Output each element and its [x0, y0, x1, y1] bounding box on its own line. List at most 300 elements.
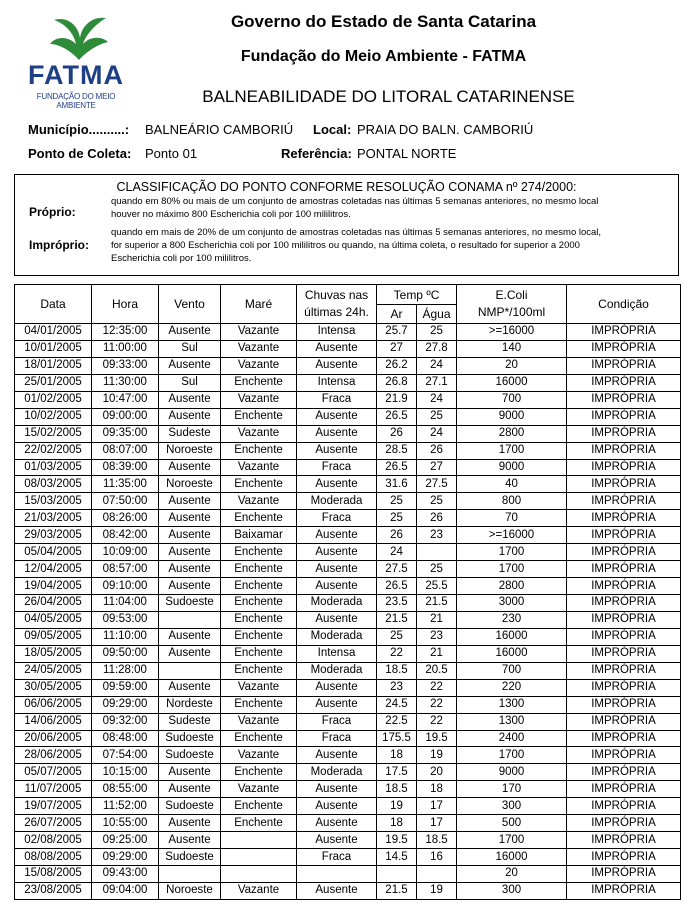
cell-agua: 19.5 [417, 730, 457, 747]
cell-data: 04/01/2005 [15, 324, 92, 341]
cell-chuvas: Moderada [297, 764, 377, 781]
cell-hora: 11:35:00 [92, 476, 159, 493]
cell-hora: 08:07:00 [92, 442, 159, 459]
table-row [15, 696, 681, 713]
cell-ecoli: 500 [457, 815, 567, 832]
cell-data: 22/02/2005 [15, 442, 92, 459]
cell-hora: 11:10:00 [92, 628, 159, 645]
cell-condicao: IMPRÓPRIA [567, 595, 681, 612]
improprio-label: Impróprio: [29, 238, 89, 252]
cell-ar: 19.5 [377, 832, 417, 849]
table-row [15, 832, 681, 849]
cell-agua: 21.5 [417, 595, 457, 612]
cell-condicao: IMPRÓPRIA [567, 764, 681, 781]
cell-condicao: IMPRÓPRIA [567, 645, 681, 662]
cell-condicao: IMPRÓPRIA [567, 357, 681, 374]
cell-vento: Ausente [159, 815, 221, 832]
col-header-data: Data [15, 285, 92, 324]
table-row [15, 527, 681, 544]
cell-data: 06/06/2005 [15, 696, 92, 713]
cell-vento: Sudoeste [159, 747, 221, 764]
cell-vento: Ausente [159, 493, 221, 510]
improprio-line-3: Escherichia coli por 100 mililitros. [111, 253, 252, 264]
cell-data: 14/06/2005 [15, 713, 92, 730]
table-row [15, 628, 681, 645]
cell-ecoli: 16000 [457, 374, 567, 391]
cell-ar: 26 [377, 425, 417, 442]
cell-ar: 175.5 [377, 730, 417, 747]
cell-ecoli: 800 [457, 493, 567, 510]
cell-condicao: IMPRÓPRIA [567, 374, 681, 391]
cell-hora: 10:09:00 [92, 544, 159, 561]
cell-agua: 24 [417, 391, 457, 408]
cell-agua: 25 [417, 493, 457, 510]
cell-agua: 26 [417, 442, 457, 459]
cell-chuvas: Ausente [297, 527, 377, 544]
cell-data: 05/07/2005 [15, 764, 92, 781]
cell-hora: 11:04:00 [92, 595, 159, 612]
cell-chuvas: Fraca [297, 849, 377, 866]
cell-hora: 09:43:00 [92, 866, 159, 883]
cell-data: 26/07/2005 [15, 815, 92, 832]
cell-agua: 27.5 [417, 476, 457, 493]
table-row [15, 781, 681, 798]
table-row [15, 730, 681, 747]
cell-vento: Sudoeste [159, 595, 221, 612]
cell-data: 08/03/2005 [15, 476, 92, 493]
cell-ecoli: 70 [457, 510, 567, 527]
cell-mare: Vazante [221, 357, 297, 374]
table-row [15, 408, 681, 425]
cell-condicao: IMPRÓPRIA [567, 561, 681, 578]
cell-hora: 11:28:00 [92, 662, 159, 679]
cell-hora: 09:32:00 [92, 713, 159, 730]
classification-title: CLASSIFICAÇÃO DO PONTO CONFORME RESOLUÇÃO CONAMA nº 274/2000: [116, 180, 577, 194]
cell-chuvas: Moderada [297, 595, 377, 612]
cell-ecoli: >=16000 [457, 527, 567, 544]
cell-ecoli: 16000 [457, 645, 567, 662]
cell-vento: Sul [159, 374, 221, 391]
cell-mare: Enchente [221, 561, 297, 578]
table-row [15, 357, 681, 374]
cell-hora: 12:35:00 [92, 324, 159, 341]
cell-vento [159, 611, 221, 628]
col-header-condicao: Condição [567, 285, 681, 324]
cell-condicao: IMPRÓPRIA [567, 442, 681, 459]
cell-chuvas: Fraca [297, 730, 377, 747]
cell-vento: Ausente [159, 578, 221, 595]
referencia-value: PONTAL NORTE [357, 146, 457, 161]
cell-vento: Ausente [159, 357, 221, 374]
table-row [15, 595, 681, 612]
cell-hora: 09:25:00 [92, 832, 159, 849]
cell-vento [159, 866, 221, 883]
cell-hora: 11:00:00 [92, 340, 159, 357]
table-row [15, 340, 681, 357]
cell-ar: 18.5 [377, 781, 417, 798]
cell-hora: 09:59:00 [92, 679, 159, 696]
table-row [15, 374, 681, 391]
col-header-hora: Hora [92, 285, 159, 324]
cell-condicao: IMPRÓPRIA [567, 425, 681, 442]
col-header-agua: Água [417, 305, 457, 324]
table-row [15, 561, 681, 578]
cell-ar [377, 866, 417, 883]
col-header-ar: Ar [377, 305, 417, 324]
cell-condicao: IMPRÓPRIA [567, 578, 681, 595]
cell-chuvas: Ausente [297, 442, 377, 459]
cell-ar: 21.9 [377, 391, 417, 408]
cell-agua: 18 [417, 781, 457, 798]
header-government: Governo do Estado de Santa Catarina [230, 12, 537, 31]
cell-condicao: IMPRÓPRIA [567, 527, 681, 544]
cell-data: 15/03/2005 [15, 493, 92, 510]
cell-agua: 24 [417, 425, 457, 442]
cell-condicao: IMPRÓPRIA [567, 866, 681, 883]
cell-ecoli: 1300 [457, 696, 567, 713]
col-header-vento: Vento [159, 285, 221, 324]
municipio-label: Município..........: [28, 122, 130, 137]
cell-condicao: IMPRÓPRIA [567, 628, 681, 645]
cell-vento: Noroeste [159, 442, 221, 459]
table-row [15, 578, 681, 595]
cell-hora: 09:50:00 [92, 645, 159, 662]
cell-mare: Enchente [221, 374, 297, 391]
table-row [15, 611, 681, 628]
table-row [15, 713, 681, 730]
header-foundation: Fundação do Meio Ambiente - FATMA [240, 48, 527, 65]
cell-ecoli: 1700 [457, 561, 567, 578]
cell-condicao: IMPRÓPRIA [567, 408, 681, 425]
cell-vento: Ausente [159, 645, 221, 662]
table-row [15, 425, 681, 442]
cell-data: 29/03/2005 [15, 527, 92, 544]
table-row [15, 391, 681, 408]
cell-vento: Ausente [159, 527, 221, 544]
cell-condicao: IMPRÓPRIA [567, 781, 681, 798]
cell-hora: 09:33:00 [92, 357, 159, 374]
cell-hora: 11:52:00 [92, 798, 159, 815]
table-row [15, 747, 681, 764]
cell-data: 28/06/2005 [15, 747, 92, 764]
cell-vento: Noroeste [159, 882, 221, 899]
cell-vento: Sudeste [159, 425, 221, 442]
cell-mare: Vazante [221, 324, 297, 341]
cell-ar: 27.5 [377, 561, 417, 578]
cell-mare [221, 849, 297, 866]
cell-ar: 25 [377, 493, 417, 510]
cell-ar: 26 [377, 527, 417, 544]
cell-data: 18/05/2005 [15, 645, 92, 662]
cell-ecoli: 16000 [457, 628, 567, 645]
cell-chuvas: Ausente [297, 815, 377, 832]
cell-mare [221, 832, 297, 849]
balneability-table [14, 284, 681, 900]
cell-data: 09/05/2005 [15, 628, 92, 645]
page-title: BALNEABILIDADE DO LITORAL CATARINENSE [202, 87, 575, 106]
cell-chuvas: Intensa [297, 324, 377, 341]
cell-data: 01/02/2005 [15, 391, 92, 408]
table-row [15, 849, 681, 866]
cell-hora: 09:04:00 [92, 882, 159, 899]
cell-mare: Vazante [221, 340, 297, 357]
cell-condicao: IMPRÓPRIA [567, 662, 681, 679]
cell-ar: 25 [377, 628, 417, 645]
col-header-chuvas: Chuvas nas últimas 24h. [297, 285, 377, 324]
cell-data: 19/07/2005 [15, 798, 92, 815]
cell-vento: Sudoeste [159, 849, 221, 866]
cell-chuvas: Intensa [297, 645, 377, 662]
cell-agua: 26 [417, 510, 457, 527]
cell-hora: 09:10:00 [92, 578, 159, 595]
cell-agua: 20 [417, 764, 457, 781]
cell-ecoli: 220 [457, 679, 567, 696]
cell-mare: Baixamar [221, 527, 297, 544]
proprio-label: Próprio: [29, 205, 76, 219]
cell-data: 15/02/2005 [15, 425, 92, 442]
cell-chuvas: Fraca [297, 510, 377, 527]
cell-condicao: IMPRÓPRIA [567, 611, 681, 628]
cell-agua: 25.5 [417, 578, 457, 595]
cell-ar: 18 [377, 815, 417, 832]
table-row [15, 324, 681, 341]
cell-mare: Vazante [221, 679, 297, 696]
cell-condicao: IMPRÓPRIA [567, 679, 681, 696]
cell-ar: 19 [377, 798, 417, 815]
local-value: PRAIA DO BALN. CAMBORIÚ [357, 122, 534, 137]
cell-agua: 19 [417, 747, 457, 764]
cell-chuvas: Moderada [297, 662, 377, 679]
table-row [15, 510, 681, 527]
cell-chuvas [297, 866, 377, 883]
cell-ar: 25 [377, 510, 417, 527]
cell-agua: 27.8 [417, 340, 457, 357]
cell-data: 15/08/2005 [15, 866, 92, 883]
cell-agua: 24 [417, 357, 457, 374]
cell-agua: 22 [417, 679, 457, 696]
cell-mare: Enchente [221, 476, 297, 493]
cell-chuvas: Ausente [297, 544, 377, 561]
cell-data: 23/08/2005 [15, 882, 92, 899]
cell-chuvas: Ausente [297, 747, 377, 764]
cell-data: 19/04/2005 [15, 578, 92, 595]
proprio-line-1: quando em 80% ou mais de um conjunto de amostras coletadas nas últimas 5 semanas anteriores, no mesmo local [111, 196, 599, 207]
cell-data: 24/05/2005 [15, 662, 92, 679]
cell-vento: Ausente [159, 679, 221, 696]
cell-agua: 23 [417, 527, 457, 544]
cell-chuvas: Moderada [297, 628, 377, 645]
cell-ar: 23.5 [377, 595, 417, 612]
cell-ecoli: 40 [457, 476, 567, 493]
cell-agua: 25 [417, 561, 457, 578]
cell-mare: Enchente [221, 645, 297, 662]
cell-chuvas: Ausente [297, 408, 377, 425]
cell-ar: 25.7 [377, 324, 417, 341]
cell-hora: 08:39:00 [92, 459, 159, 476]
cell-vento: Ausente [159, 391, 221, 408]
cell-hora: 09:29:00 [92, 696, 159, 713]
cell-condicao: IMPRÓPRIA [567, 713, 681, 730]
cell-hora: 10:55:00 [92, 815, 159, 832]
cell-data: 12/04/2005 [15, 561, 92, 578]
cell-ecoli: 2400 [457, 730, 567, 747]
cell-condicao: IMPRÓPRIA [567, 730, 681, 747]
logo-name: FATMA [28, 60, 124, 90]
cell-ar: 14.5 [377, 849, 417, 866]
cell-data: 11/07/2005 [15, 781, 92, 798]
cell-chuvas: Ausente [297, 561, 377, 578]
cell-condicao: IMPRÓPRIA [567, 798, 681, 815]
cell-vento [159, 662, 221, 679]
cell-condicao: IMPRÓPRIA [567, 882, 681, 899]
cell-agua [417, 544, 457, 561]
cell-ecoli: 1700 [457, 832, 567, 849]
cell-ar: 26.5 [377, 459, 417, 476]
cell-chuvas: Ausente [297, 578, 377, 595]
cell-condicao: IMPRÓPRIA [567, 696, 681, 713]
cell-data: 05/04/2005 [15, 544, 92, 561]
proprio-line-2: houver no máximo 800 Escherichia coli por 100 mililitros. [111, 209, 351, 220]
col-header-mare: Maré [221, 285, 297, 324]
cell-mare: Enchente [221, 578, 297, 595]
cell-ecoli: 1700 [457, 442, 567, 459]
cell-condicao: IMPRÓPRIA [567, 815, 681, 832]
cell-vento: Noroeste [159, 476, 221, 493]
cell-chuvas: Ausente [297, 832, 377, 849]
table-row [15, 476, 681, 493]
cell-ecoli: 700 [457, 391, 567, 408]
cell-vento: Ausente [159, 628, 221, 645]
logo-subtitle: FUNDAÇÃO DO MEIO AMBIENTE [36, 92, 116, 110]
cell-mare: Enchente [221, 730, 297, 747]
local-label: Local: [313, 122, 352, 137]
cell-chuvas: Ausente [297, 611, 377, 628]
cell-ar: 24.5 [377, 696, 417, 713]
cell-mare: Enchente [221, 764, 297, 781]
table-row [15, 882, 681, 899]
table-row [15, 866, 681, 883]
cell-chuvas: Ausente [297, 476, 377, 493]
cell-vento: Ausente [159, 324, 221, 341]
cell-ar: 22 [377, 645, 417, 662]
cell-hora: 08:48:00 [92, 730, 159, 747]
cell-ar: 22.5 [377, 713, 417, 730]
table-row [15, 815, 681, 832]
cell-vento: Ausente [159, 832, 221, 849]
cell-condicao: IMPRÓPRIA [567, 324, 681, 341]
cell-mare: Vazante [221, 882, 297, 899]
cell-data: 04/05/2005 [15, 611, 92, 628]
table-row [15, 679, 681, 696]
cell-vento: Sul [159, 340, 221, 357]
table-row [15, 493, 681, 510]
cell-condicao: IMPRÓPRIA [567, 832, 681, 849]
cell-mare: Enchente [221, 595, 297, 612]
cell-agua: 25 [417, 324, 457, 341]
cell-hora: 09:00:00 [92, 408, 159, 425]
cell-hora: 09:53:00 [92, 611, 159, 628]
cell-mare: Enchente [221, 544, 297, 561]
cell-hora: 08:26:00 [92, 510, 159, 527]
cell-data: 10/01/2005 [15, 340, 92, 357]
cell-vento: Nordeste [159, 696, 221, 713]
table-row [15, 442, 681, 459]
cell-chuvas: Ausente [297, 340, 377, 357]
cell-chuvas: Ausente [297, 679, 377, 696]
cell-ar: 26.8 [377, 374, 417, 391]
municipio-value: BALNEÁRIO CAMBORIÚ [145, 122, 294, 137]
cell-agua: 17 [417, 815, 457, 832]
cell-hora: 10:47:00 [92, 391, 159, 408]
cell-ecoli: 140 [457, 340, 567, 357]
cell-ecoli: 230 [457, 611, 567, 628]
cell-mare: Vazante [221, 781, 297, 798]
ponto-label: Ponto de Coleta: [28, 146, 132, 161]
cell-ecoli: 9000 [457, 764, 567, 781]
classification-box [14, 174, 679, 276]
cell-condicao: IMPRÓPRIA [567, 340, 681, 357]
cell-ar: 18 [377, 747, 417, 764]
cell-ar: 31.6 [377, 476, 417, 493]
cell-ar: 26.2 [377, 357, 417, 374]
cell-condicao: IMPRÓPRIA [567, 544, 681, 561]
table-row [15, 798, 681, 815]
cell-condicao: IMPRÓPRIA [567, 747, 681, 764]
cell-mare: Enchente [221, 611, 297, 628]
cell-chuvas: Ausente [297, 357, 377, 374]
cell-chuvas: Fraca [297, 713, 377, 730]
cell-agua: 22 [417, 696, 457, 713]
cell-agua: 17 [417, 798, 457, 815]
cell-vento: Ausente [159, 561, 221, 578]
cell-vento: Ausente [159, 544, 221, 561]
cell-vento: Ausente [159, 781, 221, 798]
col-header-temp: Temp ºC [377, 285, 457, 305]
table-row [15, 662, 681, 679]
referencia-label: Referência: [281, 146, 352, 161]
cell-agua: 25 [417, 408, 457, 425]
cell-mare: Enchente [221, 798, 297, 815]
cell-data: 25/01/2005 [15, 374, 92, 391]
cell-data: 26/04/2005 [15, 595, 92, 612]
cell-vento: Sudoeste [159, 798, 221, 815]
cell-vento: Sudoeste [159, 730, 221, 747]
cell-agua: 27.1 [417, 374, 457, 391]
cell-agua: 21 [417, 611, 457, 628]
cell-data: 30/05/2005 [15, 679, 92, 696]
table-row [15, 764, 681, 781]
cell-data: 02/08/2005 [15, 832, 92, 849]
cell-ecoli: 9000 [457, 459, 567, 476]
table-row [15, 645, 681, 662]
cell-mare: Vazante [221, 391, 297, 408]
cell-agua: 16 [417, 849, 457, 866]
cell-ecoli: 1300 [457, 713, 567, 730]
table-body [15, 324, 681, 900]
cell-hora: 07:54:00 [92, 747, 159, 764]
cell-ar: 21.5 [377, 611, 417, 628]
cell-ar: 18.5 [377, 662, 417, 679]
cell-chuvas: Ausente [297, 798, 377, 815]
cell-hora: 09:29:00 [92, 849, 159, 866]
cell-agua: 19 [417, 882, 457, 899]
col-header-ecoli: E.Coli NMP*/100ml [457, 285, 567, 324]
cell-vento: Sudeste [159, 713, 221, 730]
cell-mare: Enchente [221, 442, 297, 459]
cell-agua: 23 [417, 628, 457, 645]
cell-agua: 21 [417, 645, 457, 662]
cell-ecoli: 300 [457, 798, 567, 815]
